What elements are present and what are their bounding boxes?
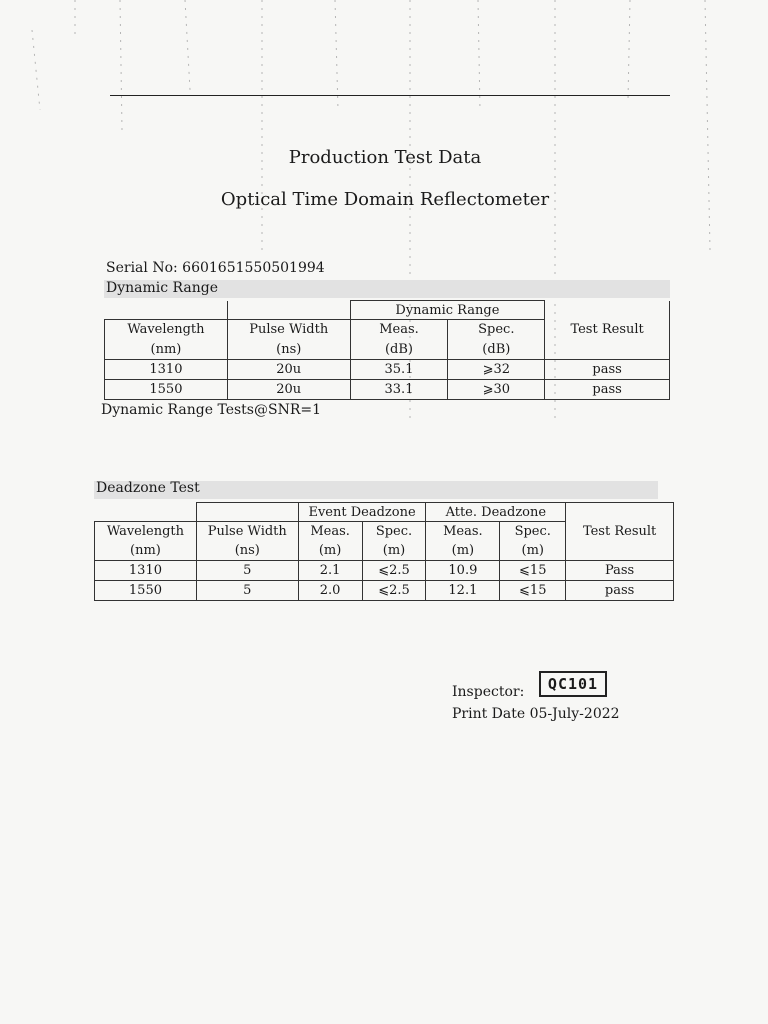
spec-cell: ⩾30 bbox=[448, 380, 545, 400]
event-meas-header: Meas. bbox=[298, 522, 362, 542]
atte-spec-header: Spec. bbox=[500, 522, 566, 542]
spec-unit: (dB) bbox=[448, 340, 545, 360]
result-cell: pass bbox=[545, 380, 670, 400]
event-spec-unit: (m) bbox=[362, 542, 426, 561]
wavelength-header: Wavelength bbox=[95, 522, 197, 542]
atte-deadzone-header: Atte. Deadzone bbox=[426, 503, 566, 522]
pulse-width-cell: 20u bbox=[227, 360, 350, 380]
atte-spec-unit: (m) bbox=[500, 542, 566, 561]
test-result-header: Test Result bbox=[566, 503, 674, 561]
result-cell: pass bbox=[566, 581, 674, 601]
blank-cell bbox=[95, 503, 197, 522]
pulse-width-unit: (ns) bbox=[196, 542, 298, 561]
blank-cell bbox=[196, 503, 298, 522]
test-result-header: Test Result bbox=[545, 301, 670, 360]
meas-cell: 35.1 bbox=[350, 360, 448, 380]
pulse-width-unit: (ns) bbox=[227, 340, 350, 360]
event-meas-cell: 2.1 bbox=[298, 561, 362, 581]
meas-header: Meas. bbox=[350, 320, 448, 340]
page-title: Production Test Data bbox=[288, 147, 482, 168]
result-cell: Pass bbox=[566, 561, 674, 581]
dynamic-range-section-label: Dynamic Range bbox=[106, 280, 219, 296]
blank-cell bbox=[227, 301, 350, 320]
table-row bbox=[105, 380, 670, 400]
serial-number: Serial No: 6601651550501994 bbox=[106, 260, 325, 276]
meas-cell: 33.1 bbox=[350, 380, 448, 400]
wavelength-header: Wavelength bbox=[105, 320, 228, 340]
blank-cell bbox=[105, 301, 228, 320]
meas-unit: (dB) bbox=[350, 340, 448, 360]
spec-cell: ⩾32 bbox=[448, 360, 545, 380]
event-meas-cell: 2.0 bbox=[298, 581, 362, 601]
page-subtitle: Optical Time Domain Reflectometer bbox=[220, 189, 550, 210]
table-row bbox=[95, 581, 674, 601]
wavelength-unit: (nm) bbox=[95, 542, 197, 561]
dynamic-range-table bbox=[104, 300, 670, 400]
atte-meas-unit: (m) bbox=[426, 542, 500, 561]
print-date: Print Date 05-July-2022 bbox=[452, 706, 620, 722]
wavelength-cell: 1310 bbox=[95, 561, 197, 581]
event-meas-unit: (m) bbox=[298, 542, 362, 561]
inspector-label: Inspector: bbox=[452, 684, 525, 700]
event-spec-cell: ⩽2.5 bbox=[362, 581, 426, 601]
atte-meas-cell: 10.9 bbox=[426, 561, 500, 581]
pulse-width-cell: 5 bbox=[196, 561, 298, 581]
pulse-width-cell: 5 bbox=[196, 581, 298, 601]
atte-meas-header: Meas. bbox=[426, 522, 500, 542]
inspector-stamp: QC101 bbox=[539, 671, 607, 697]
wavelength-cell: 1550 bbox=[105, 380, 228, 400]
result-cell: pass bbox=[545, 360, 670, 380]
wavelength-cell: 1310 bbox=[105, 360, 228, 380]
atte-spec-cell: ⩽15 bbox=[500, 581, 566, 601]
table-row bbox=[105, 360, 670, 380]
wavelength-unit: (nm) bbox=[105, 340, 228, 360]
deadzone-table bbox=[94, 502, 674, 601]
pulse-width-cell: 20u bbox=[227, 380, 350, 400]
event-spec-header: Spec. bbox=[362, 522, 426, 542]
header-rule bbox=[110, 95, 670, 96]
table-row bbox=[95, 561, 674, 581]
dynamic-range-group-header: Dynamic Range bbox=[350, 301, 545, 320]
pulse-width-header: Pulse Width bbox=[196, 522, 298, 542]
atte-spec-cell: ⩽15 bbox=[500, 561, 566, 581]
atte-meas-cell: 12.1 bbox=[426, 581, 500, 601]
spec-header: Spec. bbox=[448, 320, 545, 340]
event-spec-cell: ⩽2.5 bbox=[362, 561, 426, 581]
pulse-width-header: Pulse Width bbox=[227, 320, 350, 340]
event-deadzone-header: Event Deadzone bbox=[298, 503, 426, 522]
wavelength-cell: 1550 bbox=[95, 581, 197, 601]
deadzone-section-label: Deadzone Test bbox=[96, 480, 200, 496]
dynamic-range-note: Dynamic Range Tests@SNR=1 bbox=[101, 402, 322, 418]
